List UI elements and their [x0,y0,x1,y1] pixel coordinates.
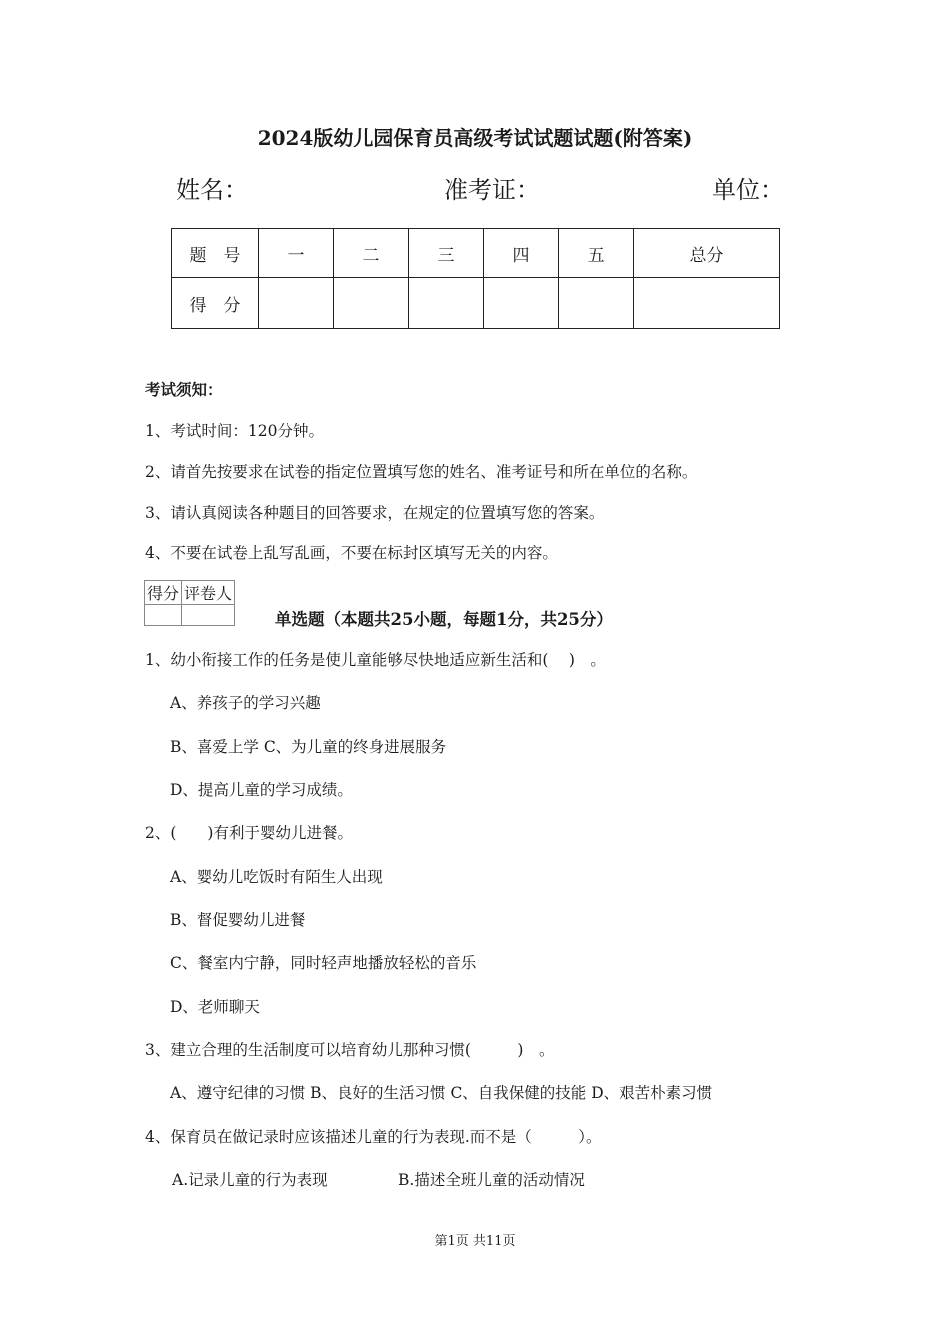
notice-item: 1、考试时间：120分钟。 [145,422,324,440]
header-cell: 五 [559,229,634,278]
score-cell [634,278,780,329]
grader-table [144,580,235,626]
question-stem: 1、幼小衔接工作的任务是使儿童能够尽快地适应新生活和( ) 。 [145,651,606,669]
score-table-score-row [172,278,780,329]
page-title: 2024版幼儿园保育员高级考试试题试题(附答案) [257,126,693,150]
header-cell: 三 [409,229,484,278]
score-cell [559,278,634,329]
score-cell [484,278,559,329]
header-cell: 一 [259,229,334,278]
question-option: D、老师聊天 [170,998,260,1016]
header-cell: 二 [334,229,409,278]
page-footer: 第1页 共11页 [434,1234,516,1249]
question-option: A、婴幼儿吃饭时有陌生人出现 [170,868,383,886]
notice-heading: 考试须知： [145,380,223,399]
header-cell: 题 号 [172,229,259,278]
header-cell: 总分 [634,229,780,278]
unit-label: 单位： [712,176,784,204]
notice-item: 2、请首先按要求在试卷的指定位置填写您的姓名、准考证号和所在单位的名称。 [145,463,698,481]
score-cell [259,278,334,329]
grader-score-label: 得分 [145,581,182,605]
grader-reviewer-label: 评卷人 [182,581,235,605]
question-stem: 3、建立合理的生活制度可以培育幼儿那种习惯( ) 。 [145,1041,555,1059]
section-title: 单选题（本题共25小题，每题1分，共25分） [275,610,613,629]
question-option: D、提高儿童的学习成绩。 [170,781,353,799]
question-option: A、养孩子的学习兴趣 [170,694,321,712]
grader-score-cell [145,605,182,626]
question-option: A.记录儿童的行为表现 [172,1171,328,1189]
header-cell: 四 [484,229,559,278]
question-stem: 2、( )有利于婴幼儿进餐。 [145,824,353,842]
exam-id-label: 准考证： [444,176,540,204]
score-table [171,228,780,329]
notice-item: 3、请认真阅读各种题目的回答要求，在规定的位置填写您的答案。 [145,504,605,522]
score-row-label: 得 分 [172,278,259,329]
score-table-header-row [172,229,780,278]
score-cell [334,278,409,329]
grader-reviewer-cell [182,605,235,626]
name-label: 姓名： [176,176,248,204]
question-stem: 4、保育员在做记录时应该描述儿童的行为表现.而不是（ ）。 [145,1128,602,1146]
question-option: C、餐室内宁静，同时轻声地播放轻松的音乐 [170,954,477,972]
question-option: B、督促婴幼儿进餐 [170,911,306,929]
question-option: A、遵守纪律的习惯 B、良好的生活习惯 C、自我保健的技能 D、艰苦朴素习惯 [170,1084,713,1102]
question-option: B、喜爱上学 C、为儿童的终身进展服务 [170,738,447,756]
question-option: B.描述全班儿童的活动情况 [398,1171,585,1189]
notice-item: 4、不要在试卷上乱写乱画，不要在标封区填写无关的内容。 [145,544,558,562]
score-cell [409,278,484,329]
